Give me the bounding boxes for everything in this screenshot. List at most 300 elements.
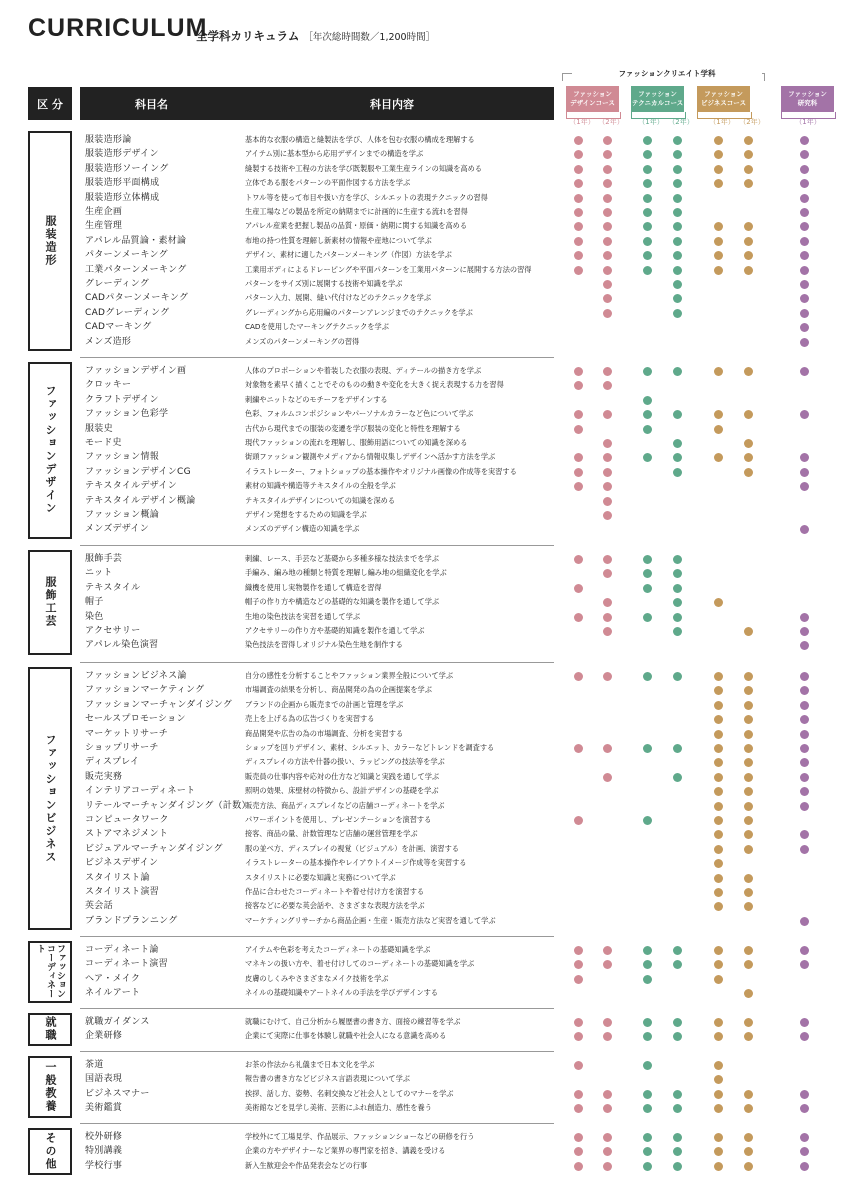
table-row	[0, 552, 842, 566]
section-label: その他	[44, 1132, 57, 1172]
enrollment-dot	[574, 816, 583, 825]
table-row	[0, 335, 842, 349]
enrollment-dot	[574, 960, 583, 969]
subject-name: インテリアコーディネート	[85, 786, 196, 797]
subject-name: 工業パターンメーキング	[85, 264, 187, 275]
enrollment-dot	[574, 672, 583, 681]
enrollment-dot	[714, 1061, 723, 1070]
subject-content: パターン入力、展開、縫い代付けなどのテクニックを学ぶ	[245, 293, 432, 303]
table-row	[0, 755, 842, 769]
subject-name: コーディネート論	[85, 945, 159, 955]
enrollment-dot	[714, 975, 723, 984]
table-row	[0, 234, 842, 248]
subject-content: メンズのパターンメーキングの習得	[245, 336, 360, 346]
enrollment-dot	[643, 569, 652, 578]
course-year-label: （1年）	[795, 118, 821, 126]
enrollment-dot	[744, 1090, 753, 1099]
enrollment-dot	[744, 1162, 753, 1171]
subject-content: 染色技法を習得しオリジナル染色生地を制作する	[245, 640, 403, 650]
subject-name: 染色	[85, 611, 104, 622]
enrollment-dot	[673, 136, 682, 145]
enrollment-dot	[603, 672, 612, 681]
enrollment-dot	[673, 672, 682, 681]
section-label: ファッションビジネス	[44, 733, 57, 864]
table-row	[0, 306, 842, 320]
enrollment-dot	[574, 584, 583, 593]
table-row	[0, 465, 842, 479]
enrollment-dot	[574, 179, 583, 188]
enrollment-dot	[714, 367, 723, 376]
enrollment-dot	[714, 888, 723, 897]
enrollment-dot	[714, 266, 723, 275]
subject-name: 服飾手芸	[85, 554, 123, 564]
subject-content: イラストレーター、フォトショップの基本操作やオリジナル画像の作成等を実習する	[245, 466, 517, 476]
enrollment-dot	[574, 482, 583, 491]
enrollment-dot	[603, 1032, 612, 1041]
subject-content: 自分の感性を分析することやファッション業界全般について学ぶ	[245, 671, 454, 680]
header-content: 科目内容	[370, 97, 414, 111]
enrollment-dot	[673, 627, 682, 636]
enrollment-dot	[800, 744, 809, 753]
subject-content: お茶の作法から礼儀まで日本文化を学ぶ	[245, 1060, 375, 1069]
subject-name: 校外研修	[85, 1132, 123, 1142]
enrollment-dot	[744, 946, 753, 955]
course-header	[781, 86, 834, 112]
section-divider	[80, 545, 554, 546]
subject-name: 国語表現	[85, 1074, 123, 1085]
enrollment-dot	[673, 439, 682, 448]
enrollment-dot	[673, 1104, 682, 1113]
enrollment-dot	[574, 194, 583, 203]
enrollment-dot	[643, 1032, 652, 1041]
subject-content: ショップを回りデザイン、素材、シルエット、カラーなどトレンドを調査する	[245, 743, 495, 752]
enrollment-dot	[673, 555, 682, 564]
enrollment-dot	[574, 150, 583, 159]
subject-name: メンズデザイン	[85, 524, 150, 535]
course-year-label: （1年）	[709, 118, 735, 126]
course-year-label: （1年）	[638, 118, 664, 126]
table-row	[0, 320, 842, 334]
subject-content: 照明の効果、床壁材の特徴から、設計デザインの基礎を学ぶ	[245, 786, 439, 796]
enrollment-dot	[673, 165, 682, 174]
enrollment-dot	[574, 555, 583, 564]
subject-name: ファッション情報	[85, 452, 160, 463]
enrollment-dot	[673, 179, 682, 188]
subject-name: 就職ガイダンス	[85, 1017, 150, 1027]
table-row	[0, 479, 842, 493]
course-label-line1: ファッション	[573, 90, 612, 98]
subject-content: 基本的な衣服の構造と縫製法を学び、人体を包む衣服の構成を理解する	[245, 135, 475, 144]
enrollment-dot	[800, 773, 809, 782]
enrollment-dot	[574, 410, 583, 419]
enrollment-dot	[643, 367, 652, 376]
enrollment-dot	[800, 453, 809, 462]
table-row	[0, 566, 842, 580]
table-row	[0, 263, 842, 277]
enrollment-dot	[603, 569, 612, 578]
enrollment-dot	[800, 251, 809, 260]
enrollment-dot	[603, 946, 612, 955]
enrollment-dot	[714, 715, 723, 724]
table-row	[0, 133, 842, 147]
enrollment-dot	[800, 468, 809, 477]
enrollment-dot	[714, 773, 723, 782]
table-row	[0, 885, 842, 899]
section-label: 就職	[44, 1016, 57, 1043]
enrollment-dot	[744, 251, 753, 260]
table-row	[0, 770, 842, 784]
enrollment-dot	[714, 1147, 723, 1156]
table-row	[0, 1144, 842, 1158]
enrollment-dot	[643, 136, 652, 145]
table-row	[0, 638, 842, 652]
subject-name: モード史	[85, 438, 122, 448]
section-divider	[80, 1123, 554, 1124]
subject-name: ビジュアルマーチャンダイジング	[85, 843, 223, 854]
subject-content: マネキンの扱い方や、着せ付けしてのコーディネートの基礎知識を学ぶ	[245, 959, 475, 969]
subject-name: CADパターンメーキング	[85, 293, 189, 304]
subject-content: 対象物を素早く描くことでそのものの動きや変化を大きく捉え表現する力を習得	[245, 380, 504, 390]
enrollment-dot	[643, 165, 652, 174]
subject-content: アクセサリーの作り方や基礎的知識を製作を通して学ぶ	[245, 626, 425, 635]
enrollment-dot	[574, 1162, 583, 1171]
enrollment-dot	[800, 730, 809, 739]
table-row	[0, 1087, 842, 1101]
department-label: ファッションクリエイト学科	[572, 68, 762, 79]
subject-name: ファッションビジネス論	[85, 671, 187, 681]
enrollment-dot	[714, 902, 723, 911]
page-title: CURRICULUM	[28, 14, 208, 42]
enrollment-dot	[714, 787, 723, 796]
enrollment-dot	[714, 960, 723, 969]
enrollment-dot	[800, 715, 809, 724]
course-year-label: （2年）	[739, 118, 765, 126]
enrollment-dot	[643, 1018, 652, 1027]
enrollment-dot	[643, 672, 652, 681]
enrollment-dot	[744, 730, 753, 739]
subject-name: ディスプレイ	[85, 757, 140, 768]
course-label-line2: テクニカルコース	[631, 99, 684, 107]
enrollment-dot	[744, 453, 753, 462]
table-row	[0, 856, 842, 870]
enrollment-dot	[643, 251, 652, 260]
enrollment-dot	[714, 1133, 723, 1142]
enrollment-dot	[673, 251, 682, 260]
subject-name: ファッションデザインCG	[85, 466, 191, 477]
enrollment-dot	[800, 1162, 809, 1171]
enrollment-dot	[603, 294, 612, 303]
subject-name: セールスプロモーション	[85, 714, 186, 725]
enrollment-dot	[574, 468, 583, 477]
enrollment-dot	[673, 222, 682, 231]
enrollment-dot	[800, 482, 809, 491]
course-year-label: （2年）	[668, 118, 694, 126]
section-divider	[80, 936, 554, 937]
enrollment-dot	[603, 136, 612, 145]
enrollment-dot	[800, 179, 809, 188]
enrollment-dot	[714, 410, 723, 419]
enrollment-dot	[744, 744, 753, 753]
enrollment-dot	[673, 208, 682, 217]
enrollment-dot	[643, 425, 652, 434]
enrollment-dot	[603, 251, 612, 260]
enrollment-dot	[574, 1147, 583, 1156]
subject-name: 生産管理	[85, 221, 123, 232]
subject-content: ブランドの企画から販売までの計画と管理を学ぶ	[245, 699, 404, 709]
enrollment-dot	[603, 773, 612, 782]
enrollment-dot	[603, 468, 612, 477]
enrollment-dot	[643, 150, 652, 159]
table-row	[0, 219, 842, 233]
course-header	[631, 86, 684, 112]
enrollment-dot	[800, 525, 809, 534]
enrollment-dot	[673, 309, 682, 318]
subject-content: グレーディングから応用編のパターンアレンジまでのテクニックを学ぶ	[245, 307, 473, 317]
section-label: ファッションデザイン	[44, 385, 57, 516]
enrollment-dot	[643, 555, 652, 564]
enrollment-dot	[800, 338, 809, 347]
enrollment-dot	[603, 410, 612, 419]
table-row	[0, 827, 842, 841]
enrollment-dot	[800, 208, 809, 217]
subject-name: ファッションデザイン画	[85, 366, 187, 376]
enrollment-dot	[643, 266, 652, 275]
table-row	[0, 176, 842, 190]
enrollment-dot	[744, 715, 753, 724]
subject-content: ネイルの基礎知識やアートネイルの手法を学びデザインする	[245, 988, 438, 998]
enrollment-dot	[574, 1090, 583, 1099]
enrollment-dot	[673, 266, 682, 275]
subject-content: 織機を使用し実物製作を通して構造を習得	[245, 582, 382, 592]
enrollment-dot	[603, 1133, 612, 1142]
table-row	[0, 522, 842, 536]
enrollment-dot	[673, 1032, 682, 1041]
course-label-line2: 研究科	[797, 99, 818, 107]
enrollment-dot	[800, 136, 809, 145]
enrollment-dot	[673, 280, 682, 289]
subject-name: ビジネスマナー	[85, 1088, 150, 1099]
enrollment-dot	[643, 1061, 652, 1070]
enrollment-dot	[800, 627, 809, 636]
enrollment-dot	[744, 266, 753, 275]
enrollment-dot	[603, 222, 612, 231]
enrollment-dot	[714, 701, 723, 710]
enrollment-dot	[800, 194, 809, 203]
enrollment-dot	[643, 1162, 652, 1171]
subject-content: CADを使用したマーキングテクニックを学ぶ	[245, 322, 389, 332]
subject-content: 接客などに必要な英会話や、さまざまな表現方法を学ぶ	[245, 901, 425, 911]
enrollment-dot	[673, 598, 682, 607]
subject-name: ネイルアート	[85, 988, 141, 999]
enrollment-dot	[744, 1018, 753, 1027]
enrollment-dot	[574, 613, 583, 622]
enrollment-dot	[714, 251, 723, 260]
table-row	[0, 1015, 842, 1029]
table-row	[0, 914, 842, 928]
table-row	[0, 450, 842, 464]
enrollment-dot	[603, 453, 612, 462]
section-divider	[80, 1051, 554, 1052]
enrollment-dot	[744, 439, 753, 448]
subject-name: 服装史	[85, 423, 113, 434]
enrollment-dot	[744, 222, 753, 231]
enrollment-dot	[643, 1133, 652, 1142]
enrollment-dot	[603, 1090, 612, 1099]
subject-name: コーディネート演習	[85, 959, 168, 970]
enrollment-dot	[744, 686, 753, 695]
enrollment-dot	[714, 1090, 723, 1099]
subject-name: 服装造形論	[85, 135, 132, 145]
subject-content: 素材の知識や構造等テキスタイルの全般を学ぶ	[245, 481, 396, 491]
enrollment-dot	[673, 584, 682, 593]
enrollment-dot	[574, 266, 583, 275]
enrollment-dot	[603, 555, 612, 564]
subject-content: 企業の方やデザイナーなど業界の専門家を招き、講義を受ける	[245, 1146, 446, 1156]
enrollment-dot	[603, 744, 612, 753]
enrollment-dot	[603, 150, 612, 159]
enrollment-dot	[603, 309, 612, 318]
subject-content: 立体である服をパターンの平面作図する方法を学ぶ	[245, 178, 411, 188]
enrollment-dot	[714, 150, 723, 159]
table-row	[0, 986, 842, 1000]
enrollment-dot	[603, 613, 612, 622]
enrollment-dot	[574, 1104, 583, 1113]
enrollment-dot	[643, 396, 652, 405]
subject-name: ショップリサーチ	[85, 743, 159, 753]
course-label-line1: ファッション	[704, 90, 743, 98]
enrollment-dot	[714, 744, 723, 753]
table-row	[0, 291, 842, 305]
table-row	[0, 899, 842, 913]
enrollment-dot	[800, 410, 809, 419]
table-row	[0, 624, 842, 638]
enrollment-dot	[643, 1090, 652, 1099]
subject-content: 市場調査の結果を分析し、商品開発の為の企画提案を学ぶ	[245, 685, 432, 695]
enrollment-dot	[643, 744, 652, 753]
enrollment-dot	[744, 1133, 753, 1142]
table-row	[0, 407, 842, 421]
subject-name: ファッションマーチャンダイジング	[85, 699, 233, 710]
subject-name: 企業研修	[85, 1031, 123, 1042]
subject-content: デザイン、素材に適したパターンメーキング（作図）方法を学ぶ	[245, 250, 452, 260]
enrollment-dot	[800, 701, 809, 710]
subject-content: 企業にて実際に仕事を体験し就職や社会人になる意識を高める	[245, 1031, 447, 1041]
table-row	[0, 1029, 842, 1043]
enrollment-dot	[714, 1018, 723, 1027]
subject-name: 販売実務	[85, 771, 123, 782]
enrollment-dot	[800, 802, 809, 811]
enrollment-dot	[744, 830, 753, 839]
subject-content: 作品に合わせたコーディネートや着せ付け方を演習する	[245, 887, 425, 896]
enrollment-dot	[643, 179, 652, 188]
enrollment-dot	[744, 888, 753, 897]
enrollment-dot	[744, 627, 753, 636]
enrollment-dot	[643, 237, 652, 246]
enrollment-dot	[673, 773, 682, 782]
subject-name: メンズ造形	[85, 336, 132, 347]
enrollment-dot	[643, 1147, 652, 1156]
enrollment-dot	[643, 194, 652, 203]
table-row	[0, 1058, 842, 1072]
table-row	[0, 1130, 842, 1144]
table-row	[0, 683, 842, 697]
subject-content: 就職にむけて、自己分析から履歴書の書き方、面接の練習等を学ぶ	[245, 1017, 461, 1026]
enrollment-dot	[744, 672, 753, 681]
course-header	[566, 86, 619, 112]
enrollment-dot	[574, 453, 583, 462]
subject-name: 学校行事	[85, 1160, 123, 1171]
enrollment-dot	[643, 208, 652, 217]
subject-name: マーケットリサーチ	[85, 728, 169, 739]
enrollment-dot	[714, 1104, 723, 1113]
subject-name: ストアマネジメント	[85, 829, 169, 840]
enrollment-dot	[800, 309, 809, 318]
enrollment-dot	[603, 1104, 612, 1113]
section-divider	[80, 357, 554, 358]
table-row	[0, 436, 842, 450]
enrollment-dot	[673, 367, 682, 376]
table-row	[0, 205, 842, 219]
subject-content: 現代ファッションの流れを理解し、服飾用語についての知識を深める	[245, 438, 468, 447]
subject-content: テキスタイルデザインについての知識を深める	[245, 495, 396, 505]
subject-content: マーケティングリサーチから商品企画・生産・販売方法など実習を通して学ぶ	[245, 915, 496, 925]
subject-content: 接客、商品の量、計数管理など店舗の運営管理を学ぶ	[245, 829, 418, 839]
enrollment-dot	[603, 280, 612, 289]
subject-name: ファッション概論	[85, 510, 160, 520]
enrollment-dot	[800, 845, 809, 854]
enrollment-dot	[643, 453, 652, 462]
enrollment-dot	[574, 425, 583, 434]
enrollment-dot	[714, 598, 723, 607]
enrollment-dot	[744, 136, 753, 145]
enrollment-dot	[643, 946, 652, 955]
course-label-line2: デザインコース	[570, 99, 615, 107]
subject-name: ヘア・メイク	[85, 973, 141, 984]
subject-content: 新入生歓迎会や作品発表会などの行事	[245, 1160, 368, 1170]
enrollment-dot	[800, 1032, 809, 1041]
subject-name: CADマーキング	[85, 322, 152, 333]
enrollment-dot	[744, 758, 753, 767]
subject-content: 学校外にて工場見学、作品展示、ファッションショーなどの研修を行う	[245, 1132, 475, 1141]
header-subject: 科目名	[135, 97, 168, 111]
enrollment-dot	[673, 237, 682, 246]
enrollment-dot	[714, 1075, 723, 1084]
subject-content: 縫製する技術や工程の方法を学び既製服や工業生産ラインの知識を高める	[245, 163, 482, 173]
table-row	[0, 191, 842, 205]
enrollment-dot	[800, 237, 809, 246]
enrollment-dot	[800, 613, 809, 622]
subject-content: 販売方法、商品ディスプレイなどの店舗コーディネートを学ぶ	[245, 800, 445, 810]
subject-name: アクセサリー	[85, 626, 141, 636]
subject-name: 服装造形立体構成	[85, 192, 160, 203]
enrollment-dot	[574, 208, 583, 217]
enrollment-dot	[574, 946, 583, 955]
enrollment-dot	[800, 294, 809, 303]
enrollment-dot	[800, 222, 809, 231]
enrollment-dot	[603, 208, 612, 217]
page-subtitle	[196, 28, 435, 44]
enrollment-dot	[800, 1147, 809, 1156]
table-row	[0, 162, 842, 176]
subject-content: 街頭ファッション観測やメディアから情報収集しデザインへ活かす方法を学ぶ	[245, 452, 496, 462]
enrollment-dot	[744, 367, 753, 376]
subject-content: 刺繍、レース、手芸など基礎から多種多様な技法までを学ぶ	[245, 554, 439, 563]
subject-content: 古代から現代までの服装の変遷を学び服装の変化と特性を理解する	[245, 423, 461, 433]
section-label: 一般教養	[44, 1060, 57, 1113]
enrollment-dot	[714, 758, 723, 767]
section-label: 服飾工芸	[44, 576, 57, 629]
enrollment-dot	[714, 874, 723, 883]
